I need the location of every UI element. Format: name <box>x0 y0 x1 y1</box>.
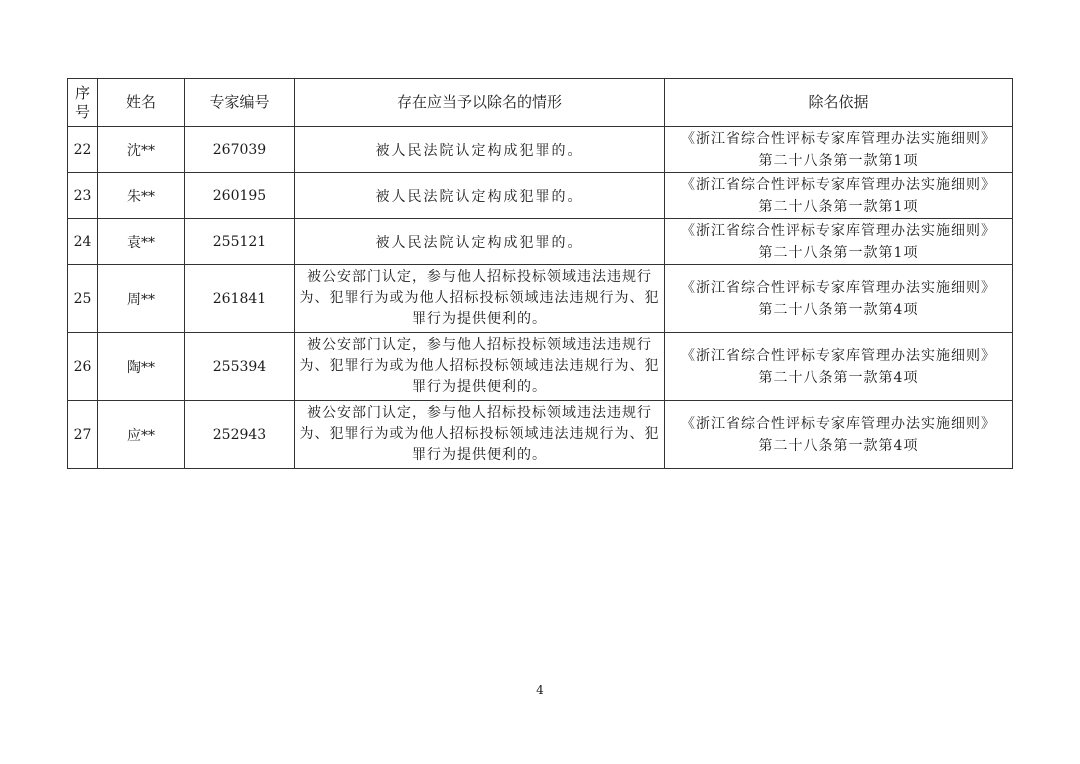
cell-seq: 25 <box>68 265 98 333</box>
cell-basis <box>665 401 1013 469</box>
cell-seq: 27 <box>68 401 98 469</box>
cell-name: 周** <box>98 265 185 333</box>
header-row <box>68 79 1013 127</box>
table-row <box>68 333 1013 401</box>
cell-reason <box>295 333 665 401</box>
reason-text: 被公安部门认定，参与他人招标投标领域违法违规行为、犯罪行为或为他人招标投标领域违法违规行为、犯罪行为提供便利的。 <box>299 269 660 327</box>
cell-name: 沈** <box>98 127 185 173</box>
basis-clause: 第二十八条第一款第4项 <box>758 437 919 454</box>
cell-expert-id: 252943 <box>185 401 295 469</box>
cell-expert-id: 261841 <box>185 265 295 333</box>
basis-document: 《浙江省综合性评标专家库管理办法实施细则》 <box>681 176 996 193</box>
header-seq <box>68 79 98 127</box>
cell-basis <box>665 265 1013 333</box>
cell-name: 袁** <box>98 219 185 265</box>
cell-reason: 被人民法院认定构成犯罪的。 <box>295 173 665 219</box>
cell-expert-id: 267039 <box>185 127 295 173</box>
basis-clause: 第二十八条第一款第1项 <box>758 152 919 169</box>
cell-name: 应** <box>98 401 185 469</box>
cell-reason <box>295 265 665 333</box>
cell-reason: 被人民法院认定构成犯罪的。 <box>295 219 665 265</box>
table-row <box>68 265 1013 333</box>
cell-seq: 23 <box>68 173 98 219</box>
cell-seq: 26 <box>68 333 98 401</box>
table-body <box>68 127 1013 469</box>
cell-reason: 被人民法院认定构成犯罪的。 <box>295 127 665 173</box>
table-row <box>68 401 1013 469</box>
cell-seq: 24 <box>68 219 98 265</box>
cell-expert-id: 255121 <box>185 219 295 265</box>
table-row <box>68 173 1013 219</box>
header-expert-id: 专家编号 <box>185 79 295 127</box>
table-row <box>68 127 1013 173</box>
reason-text: 被公安部门认定，参与他人招标投标领域违法违规行为、犯罪行为或为他人招标投标领域违法违规行为、犯罪行为提供便利的。 <box>299 337 660 395</box>
basis-document: 《浙江省综合性评标专家库管理办法实施细则》 <box>681 279 996 296</box>
table-row <box>68 219 1013 265</box>
header-basis: 除名依据 <box>665 79 1013 127</box>
cell-basis <box>665 333 1013 401</box>
reason-text: 被公安部门认定，参与他人招标投标领域违法违规行为、犯罪行为或为他人招标投标领域违法违规行为、犯罪行为提供便利的。 <box>299 405 660 463</box>
cell-seq: 22 <box>68 127 98 173</box>
cell-name: 朱** <box>98 173 185 219</box>
header-seq-line2: 号 <box>74 102 90 121</box>
table-header <box>68 79 1013 127</box>
basis-document: 《浙江省综合性评标专家库管理办法实施细则》 <box>681 347 996 364</box>
cell-expert-id: 260195 <box>185 173 295 219</box>
page-number: 4 <box>536 683 544 697</box>
cell-basis <box>665 219 1013 265</box>
cell-expert-id: 255394 <box>185 333 295 401</box>
basis-clause: 第二十八条第一款第1项 <box>758 198 919 215</box>
basis-document: 《浙江省综合性评标专家库管理办法实施细则》 <box>681 130 996 147</box>
basis-document: 《浙江省综合性评标专家库管理办法实施细则》 <box>681 415 996 432</box>
basis-clause: 第二十八条第一款第1项 <box>758 244 919 261</box>
cell-reason <box>295 401 665 469</box>
removal-list-table <box>67 78 1013 469</box>
header-reason: 存在应当予以除名的情形 <box>295 79 665 127</box>
cell-name: 陶** <box>98 333 185 401</box>
header-name: 姓名 <box>98 79 185 127</box>
basis-clause: 第二十八条第一款第4项 <box>758 301 919 318</box>
cell-basis <box>665 173 1013 219</box>
basis-clause: 第二十八条第一款第4项 <box>758 369 919 386</box>
cell-basis <box>665 127 1013 173</box>
basis-document: 《浙江省综合性评标专家库管理办法实施细则》 <box>681 222 996 239</box>
header-seq-line1: 序 <box>74 83 90 102</box>
